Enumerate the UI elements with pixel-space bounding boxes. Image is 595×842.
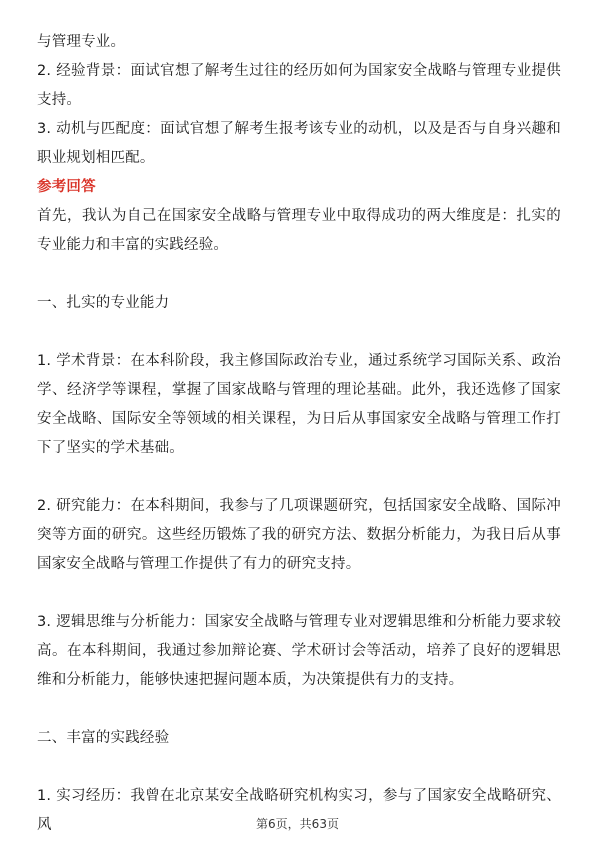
blank-line [37, 260, 561, 289]
paragraph-research-ability: 2. 研究能力：在本科期间，我参与了几项课题研究，包括国家安全战略、国际冲突等方面的研究。这些经历锻炼了我的研究方法、数据分析能力，为我日后从事国家安全战略与管理工作提供了有力的研究支持。 [37, 498, 561, 572]
document-body [37, 28, 561, 840]
blank-line [37, 753, 561, 782]
paragraph-academic-background: 1. 学术背景：在本科阶段，我主修国际政治专业，通过系统学习国际关系、政治学、经济学等课程，掌握了国家战略与管理的理论基础。此外，我还选修了国家安全战略、国际安全等领域的相关课程，为日后从事国家安全战略与管理工作打下了坚实的学术基础。 [37, 353, 561, 456]
paragraph-logical-thinking: 3. 逻辑思维与分析能力：国家安全战略与管理专业对逻辑思维和分析能力要求较高。在本科期间，我通过参加辩论赛、学术研讨会等活动，培养了良好的逻辑思维和分析能力，能够快速把握问题本质，为决策提供有力的支持。 [37, 614, 561, 688]
blank-line [37, 318, 561, 347]
subheading-professional-ability: 一、扎实的专业能力 [37, 295, 170, 311]
paragraph-motivation-match: 3. 动机与匹配度：面试官想了解考生报考该专业的动机，以及是否与自身兴趣和职业规划相匹配。 [37, 121, 561, 166]
paragraph-internship: 1. 实习经历：我曾在北京某安全战略研究机构实习，参与了国家安全战略研究、风 [37, 788, 561, 833]
blank-line [37, 463, 561, 492]
page-number-footer: 第6页，共63页 [256, 817, 339, 831]
blank-line [37, 579, 561, 608]
section-heading-reference-answer: 参考回答 [37, 179, 96, 195]
paragraph-experience-background: 2. 经验背景：面试官想了解考生过往的经历如何为国家安全战略与管理专业提供支持。 [37, 63, 561, 108]
blank-line [37, 695, 561, 724]
subheading-practical-experience: 二、丰富的实践经验 [37, 730, 170, 746]
paragraph-continuation: 与管理专业。 [37, 34, 126, 50]
paragraph-intro: 首先，我认为自己在国家安全战略与管理专业中取得成功的两大维度是：扎实的专业能力和丰富的实践经验。 [37, 208, 561, 253]
